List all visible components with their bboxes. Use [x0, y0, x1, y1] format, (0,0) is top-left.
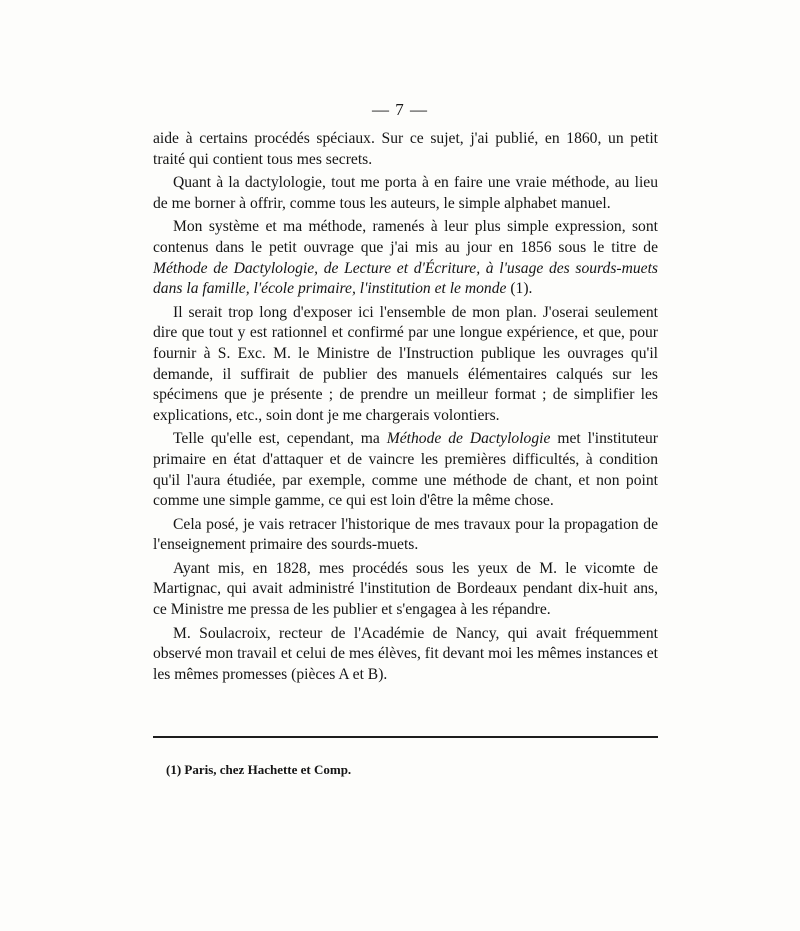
method-title: Méthode de Dactylologie — [386, 430, 551, 448]
paragraph-3-text-before: Mon système et ma méthode, ramenés à leur plus simple expression, sont contenus dans le petit ouvrage que j'ai mis au jour en 1856 sous le titre de — [153, 218, 658, 256]
paragraph-2: Quant à la dactylologie, tout me porta à en faire une vraie méthode, au lieu de me borner à offrir, comme tous les auteurs, le simple alphabet manuel. — [153, 174, 658, 212]
book-title: Méthode de Dactylologie, de Lecture et d'Écriture, à l'usage des sourds-muets dans la famille, l'école primaire, l'institution et le monde — [153, 259, 658, 298]
footnote: (1) Paris, chez Hachette et Comp. — [166, 762, 352, 777]
paragraph-1: aide à certains procédés spéciaux. Sur ce sujet, j'ai publié, en 1860, un petit traité qui contient tous mes secrets. — [153, 130, 658, 168]
page-number: — 7 — — [372, 100, 428, 119]
paragraph-5-text-before: Telle qu'elle est, cependant, ma — [173, 430, 387, 448]
paragraph-3-text-after: (1). — [506, 280, 533, 298]
paragraph-8: M. Soulacroix, recteur de l'Académie de Nancy, qui avait fréquemment observé mon travail et celui de mes élèves, fit devant moi les mêmes instances et les mêmes promesses (pièces A et B). — [153, 624, 658, 683]
paragraph-5 — [153, 429, 658, 511]
paragraph-3 — [153, 217, 658, 299]
paragraph-7: Ayant mis, en 1828, mes procédés sous les yeux de M. le vicomte de Martignac, qui avait administré l'institution de Bordeaux pendant dix-huit ans, ce Ministre me pressa de les publier et s'engagea à les répandre. — [153, 559, 658, 619]
footnote-divider — [153, 736, 658, 738]
body-text — [153, 129, 658, 688]
paragraph-6: Cela posé, je vais retracer l'historique de mes travaux pour la propagation de l'enseignement primaire des sourds-muets. — [153, 515, 658, 554]
paragraph-5-text-after: met l'instituteur primaire en état d'attaquer et de vaincre les premières difficultés, à condition qu'il l'aura étudiée, par exemple, comme une méthode de chant, et non point comme une simple gamme, ce qui est loin d'être la même chose. — [153, 430, 658, 510]
paragraph-4: Il serait trop long d'exposer ici l'ensemble de mon plan. J'oserai seulement dire que tout y est rationnel et confirmé par une longue expérience, et que, pour fournir à S. Exc. M. le Ministre de l'Instruction publique les ouvrages qu'il demande, il suffirait de publier des manuels élémentaires calqués sur les spécimens que je présente ; de prendre un meilleur format ; de simplifier les explications, etc., soin dont je me chargerais volontiers. — [153, 303, 658, 424]
